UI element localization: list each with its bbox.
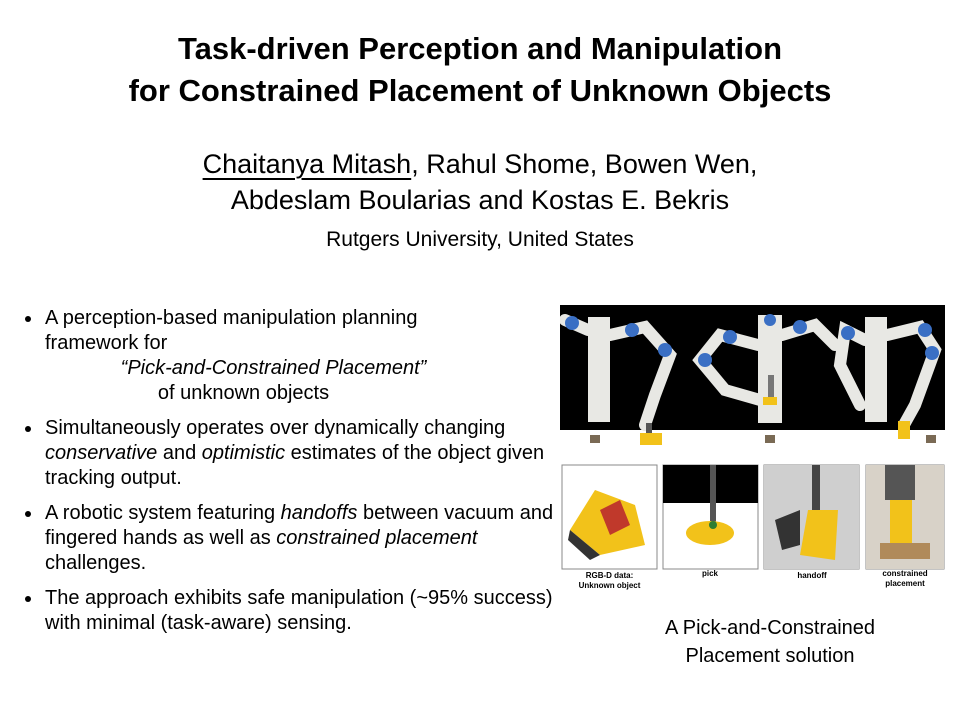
bullet-2-text-mid: and: [157, 442, 202, 464]
bullet-3-emphasis-handoffs: handoffs: [280, 502, 358, 524]
presenting-author: Chaitanya Mitash: [202, 149, 412, 179]
bullet-item-framework: [22, 306, 562, 406]
panel-pick: [663, 465, 758, 569]
authors-line-2: Abdeslam Boularias and Kostas E. Bekris: [230, 185, 730, 215]
container-box-icon: [880, 543, 930, 559]
photo-background: [560, 305, 945, 430]
robot-sequence-photo: [560, 305, 945, 462]
caption-line-1: A Pick-and-Constrained: [664, 617, 876, 639]
panel-label-placement: placement: [885, 579, 925, 588]
panel-label-handoff: handoff: [797, 571, 827, 580]
suction-tool-icon: [710, 465, 716, 523]
object-shape-icon: [890, 500, 912, 545]
authors-line-1: [0, 146, 960, 182]
pick-and-place-figure: [560, 305, 945, 595]
bullet-3-text-post: challenges.: [45, 552, 147, 574]
bullet-1-line-4: of unknown objects: [157, 382, 330, 404]
bullet-dot-icon: [25, 596, 31, 602]
paper-title: [0, 28, 960, 112]
panel-rgbd: [562, 465, 657, 569]
authors-rest-line-1: , Rahul Shome, Bowen Wen,: [411, 149, 758, 179]
author-list: [0, 146, 960, 218]
table-surface: [560, 430, 945, 462]
bullet-2-emphasis-conservative: conservative: [45, 442, 158, 464]
panel-constrained-placement: [866, 465, 944, 569]
panel-handoff: [764, 465, 859, 569]
caption-line-2: Placement solution: [685, 645, 855, 667]
bullet-item-results: [22, 586, 562, 636]
bullet-2-text-post: estimates of the object given tracking output.: [45, 442, 545, 489]
bullet-list: [22, 306, 562, 646]
bullet-dot-icon: [25, 511, 31, 517]
bullet-3-emphasis-placement: constrained placement: [276, 527, 478, 549]
panel-label-constrained: constrained: [882, 569, 928, 578]
bullet-3-text-pre: A robotic system featuring: [45, 502, 281, 524]
panel-label-rgbd-2: Unknown object: [578, 581, 641, 590]
affiliation: Rutgers University, United States: [326, 228, 634, 251]
title-line-2: for Constrained Placement of Unknown Objects: [128, 73, 832, 108]
bullet-item-estimates: [22, 416, 562, 491]
bullet-1-quote: [45, 356, 562, 381]
bullet-dot-icon: [25, 316, 31, 322]
bullet-2-text-pre: Simultaneously operates over dynamically changing: [45, 417, 506, 439]
bullet-1-line-1: A perception-based manipulation planning: [45, 307, 418, 329]
bullet-item-robotic-system: [22, 501, 562, 576]
bullet-2-emphasis-optimistic: optimistic: [201, 442, 286, 464]
bullet-dot-icon: [25, 426, 31, 432]
title-line-1: Task-driven Perception and Manipulation: [177, 31, 782, 66]
bullet-4-text: The approach exhibits safe manipulation (~95% success) with minimal (task-aware) sensing.: [45, 587, 553, 634]
quoted-task-name: “Pick-and-Constrained Placement”: [120, 357, 427, 379]
figure-caption: [600, 614, 940, 670]
panel-label-rgbd: RGB-D data:: [585, 571, 634, 580]
bullet-3-text-mid: between vacuum and fingered hands as well as: [45, 502, 554, 549]
bullet-1-line-2: framework for: [45, 332, 168, 354]
panel-label-pick: pick: [701, 569, 719, 578]
